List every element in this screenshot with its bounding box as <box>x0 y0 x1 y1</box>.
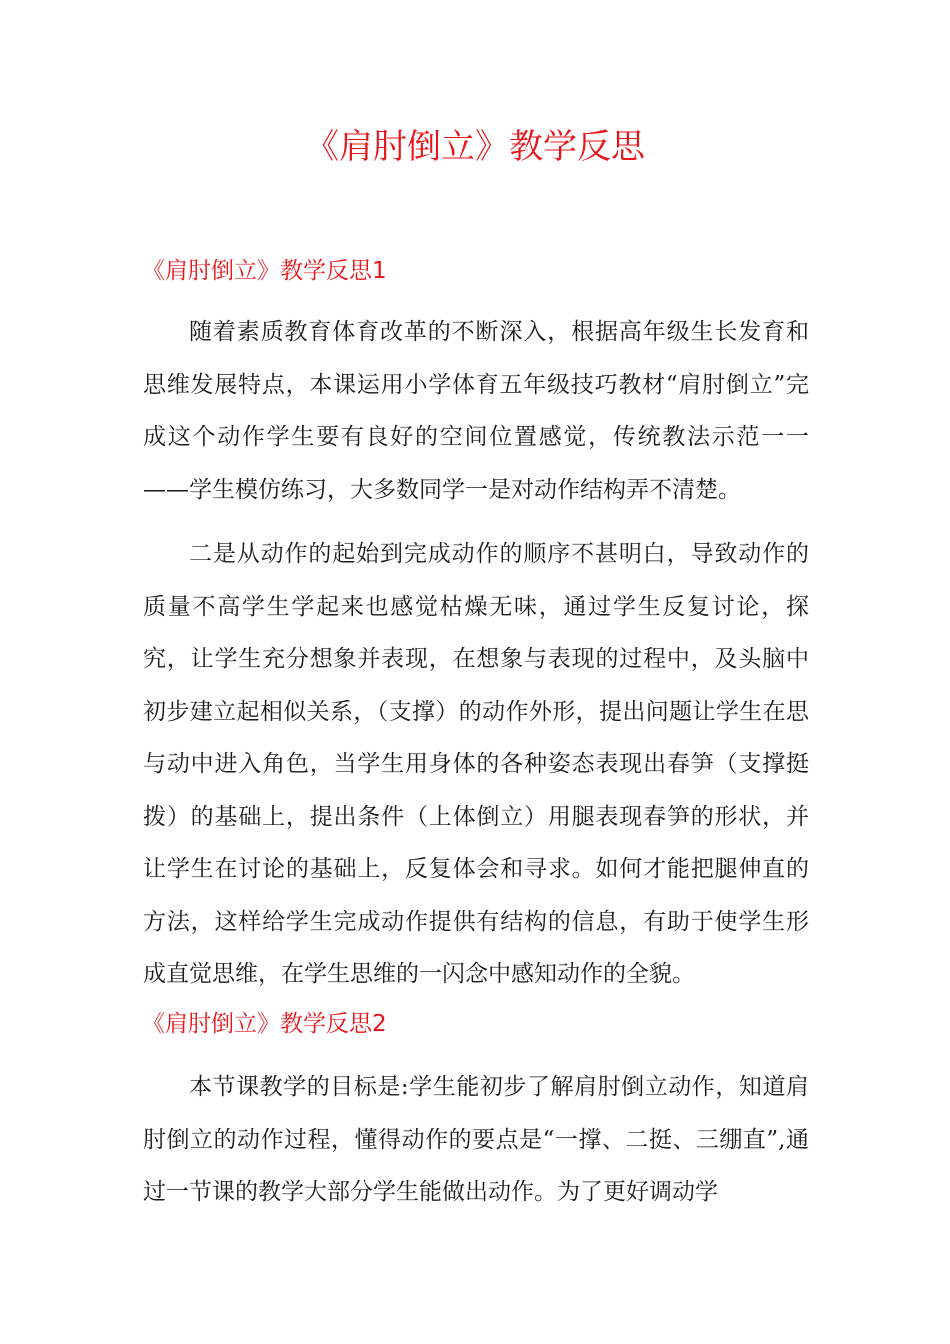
paragraph-1-2: 二是从动作的起始到完成动作的顺序不甚明白，导致动作的质量不高学生学起来也感觉枯燥无味，通过学生反复讨论，探究，让学生充分想象并表现，在想象与表现的过程中，及头脑中初步建立起相似关系，（支撑）的动作外形，提出问题让学生在思与动中进入角色，当学生用身体的各种姿态表现出春笋（支撑挺拨）的基础上，提出条件（上体倒立）用腿表现春笋的形状，并让学生在讨论的基础上，反复体会和寻求。如何才能把腿伸直的方法，这样给学生完成动作提供有结构的信息，有助于使学生形成直觉思维，在学生思维的一闪念中感知动作的全貌。 <box>143 541 809 987</box>
section-heading-2: 《肩肘倒立》教学反思2 <box>142 1011 387 1037</box>
document-title: 《肩肘倒立》教学反思 <box>305 127 645 167</box>
section-heading-1: 《肩肘倒立》教学反思1 <box>142 258 387 284</box>
paragraph-2-1: 本节课教学的目标是:学生能初步了解肩肘倒立动作，知道肩肘倒立的动作过程，懂得动作的要点是“一撑、二挺、三绷直”,通过一节课的教学大部分学生能做出动作。为了更好调动学 <box>143 1074 809 1205</box>
paragraph-1-1: 随着素质教育体育改革的不断深入，根据高年级生长发育和思维发展特点，本课运用小学体育五年级技巧教材“肩肘倒立”完成这个动作学生要有良好的空间位置感觉，传统教法示范一一——学生模仿练习，大多数同学一是对动作结构弄不清楚。 <box>143 319 809 503</box>
